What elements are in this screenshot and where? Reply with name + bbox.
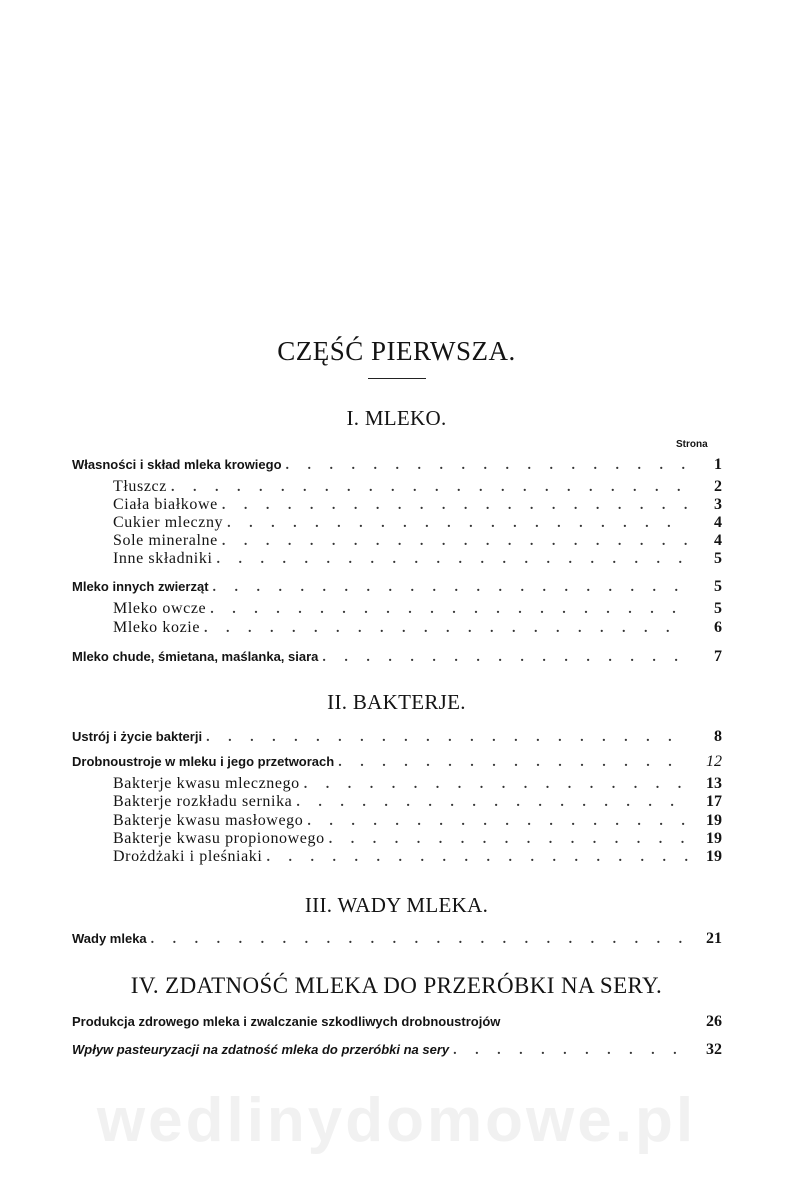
toc-entry-label: Inne składniki: [113, 550, 213, 567]
toc-entry: [72, 648, 722, 668]
toc-subentry: [113, 600, 722, 620]
dot-leader: [296, 795, 688, 811]
toc-entry: [72, 728, 722, 748]
toc-entry-page: 5: [714, 578, 722, 595]
toc-entry-label: Mleko owcze: [113, 600, 207, 617]
dot-leader: [222, 534, 688, 550]
toc-entry-label: Bakterje kwasu propionowego: [113, 830, 325, 847]
toc-entry-label: Drożdżaki i pleśniaki: [113, 848, 263, 865]
toc-entry-label: Bakterje rozkładu sernika: [113, 793, 293, 810]
dot-leader: [453, 1043, 688, 1059]
toc-entry-label: Mleko innych zwierząt: [72, 579, 209, 594]
toc-entry-page: 8: [714, 728, 722, 745]
toc-entry-page: 17: [706, 793, 722, 810]
toc-entry-page: 7: [714, 648, 722, 665]
toc-subentry: [113, 514, 722, 534]
dot-leader: [307, 814, 688, 830]
toc-entry-label: Mleko chude, śmietana, maślanka, siara: [72, 649, 319, 664]
section-title-wady-mleka: III. WADY MLEKA.: [304, 893, 489, 917]
dot-leader: [322, 650, 688, 666]
dot-leader: [338, 755, 688, 771]
toc-entry-page: 6: [714, 619, 722, 636]
dot-leader: [213, 580, 688, 596]
toc-entry: [72, 578, 722, 598]
toc-entry-label: Tłuszcz: [113, 478, 167, 495]
toc-entry-label: Mleko kozie: [113, 619, 201, 636]
part-title: CZĘŚĆ PIERWSZA.: [277, 336, 516, 366]
toc-subentry: [113, 812, 722, 832]
dot-leader: [227, 516, 688, 532]
dot-leader: [266, 850, 688, 866]
toc-entry-label: Cukier mleczny: [113, 514, 224, 531]
dot-leader: [222, 498, 688, 514]
page-column-header: Strona: [676, 439, 708, 450]
watermark: wedlinydomowe.pl: [96, 1086, 697, 1155]
toc-subentry: [113, 830, 722, 850]
toc-subentry: [113, 496, 722, 516]
dot-leader: [304, 777, 688, 793]
toc-entry-page: 5: [714, 550, 722, 567]
toc-entry-page: 19: [706, 830, 722, 847]
toc-subentry: [113, 848, 722, 868]
toc-entry-label: Ustrój i życie bakterji: [72, 729, 203, 744]
toc-entry-page: 5: [714, 600, 722, 617]
toc-entry-label: Wpływ pasteuryzacji na zdatność mleka do przeróbki na sery: [72, 1042, 450, 1057]
dot-leader: [210, 602, 688, 618]
toc-entry: [72, 753, 722, 773]
title-rule: [368, 378, 426, 379]
toc-subentry: [113, 550, 722, 570]
toc-entry-page: 12: [706, 753, 722, 770]
section-title-bakterje: II. BAKTERJE.: [327, 690, 466, 714]
toc-subentry: [113, 532, 722, 552]
toc-entry-page: 2: [714, 478, 722, 495]
toc-entry: [72, 1041, 722, 1061]
toc-entry-label: Własności i skład mleka krowiego: [72, 457, 282, 472]
toc-entry-page: 19: [706, 812, 722, 829]
toc-entry-page: 4: [714, 532, 722, 549]
section-title-zdatnosc: IV. ZDATNOŚĆ MLEKA DO PRZERÓBKI NA SERY.: [130, 973, 663, 998]
toc-entry-page: 26: [706, 1013, 722, 1030]
dot-leader: [171, 480, 688, 496]
toc-entry-page: 1: [714, 456, 722, 473]
toc-subentry: [113, 775, 722, 795]
toc-subentry: [113, 793, 722, 813]
toc-subentry: [113, 478, 722, 498]
toc-entry-page: 32: [706, 1041, 722, 1058]
toc-entry-label: Ciała białkowe: [113, 496, 218, 513]
toc-subentry: [113, 619, 722, 639]
dot-leader: [151, 932, 688, 948]
toc-entry-page: 21: [706, 930, 722, 947]
dot-leader: [204, 621, 688, 637]
toc-entry-label: Produkcja zdrowego mleka i zwalczanie szkodliwych drobnoustrojów: [72, 1014, 501, 1029]
toc-entry-page: 19: [706, 848, 722, 865]
toc-entry-label: Drobnoustroje w mleku i jego przetworach: [72, 754, 335, 769]
toc-entry-page: 13: [706, 775, 722, 792]
toc-entry: [72, 930, 722, 950]
toc-entry: [72, 456, 722, 476]
toc-entry-page: 3: [714, 496, 722, 513]
dot-leader: [329, 832, 688, 848]
section-title-mleko: I. MLEKO.: [346, 406, 447, 430]
toc-entry: [72, 1013, 722, 1033]
toc-entry-label: Bakterje kwasu masłowego: [113, 812, 304, 829]
dot-leader: [286, 458, 688, 474]
toc-entry-page: 4: [714, 514, 722, 531]
toc-entry-label: Bakterje kwasu mlecznego: [113, 775, 300, 792]
dot-leader: [217, 552, 689, 568]
toc-entry-label: Wady mleka: [72, 931, 147, 946]
dot-leader: [206, 730, 688, 746]
toc-entry-label: Sole mineralne: [113, 532, 218, 549]
